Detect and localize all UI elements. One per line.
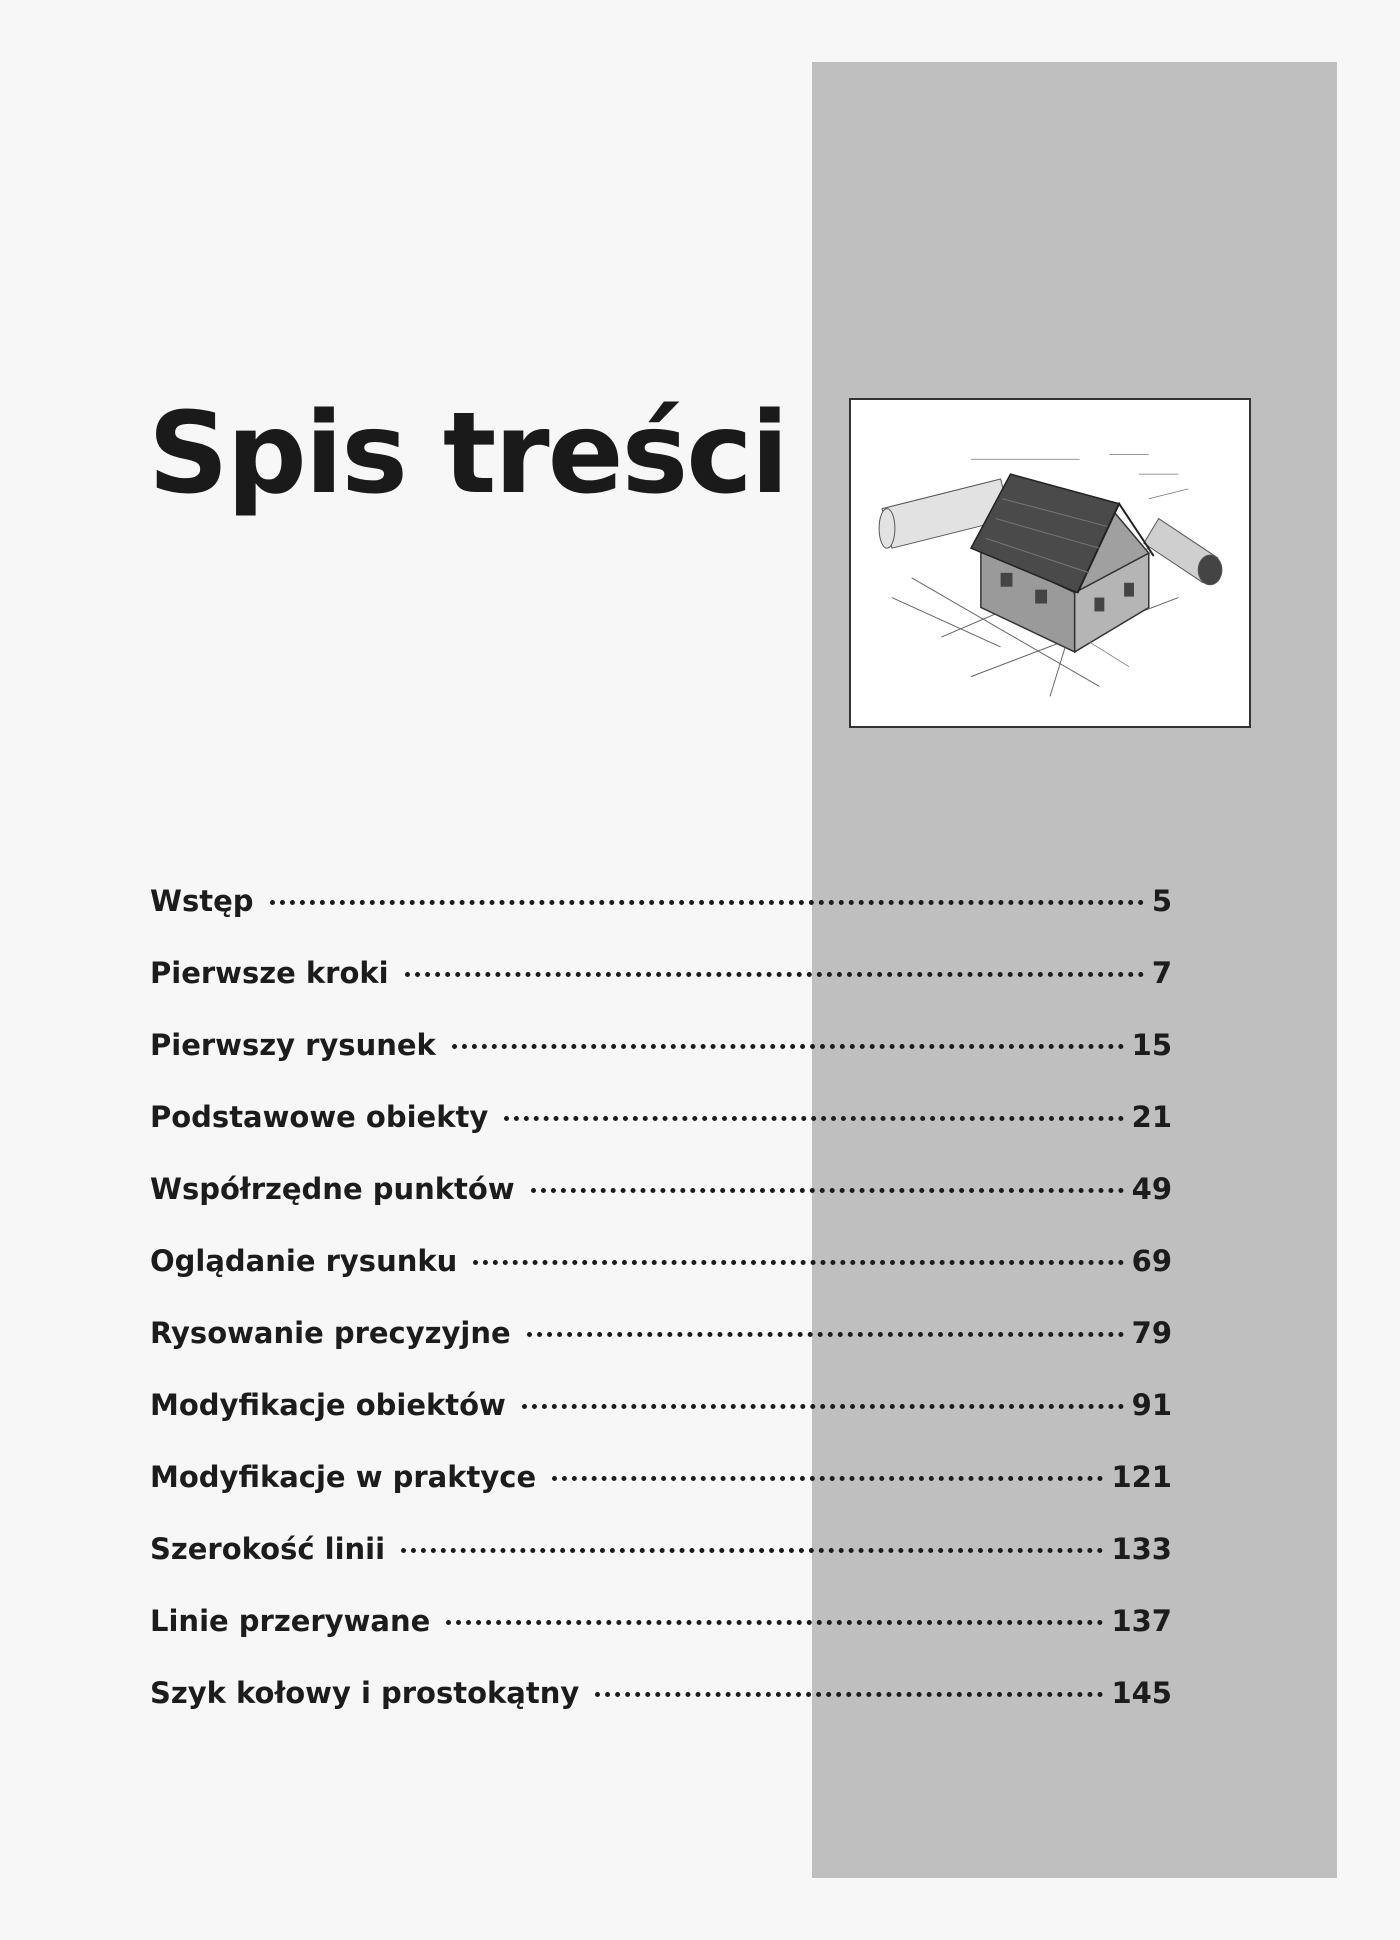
toc-entry[interactable]: [150, 1532, 1172, 1604]
toc-entry[interactable]: [150, 1244, 1172, 1316]
toc-entry[interactable]: [150, 956, 1172, 1028]
toc-entry-label: Rysowanie precyzyjne: [150, 1316, 511, 1350]
toc-entry-label: Modyfikacje obiektów: [150, 1388, 506, 1422]
toc-entry-label: Linie przerywane: [150, 1604, 431, 1638]
toc-entry[interactable]: [150, 1604, 1172, 1676]
toc-entry-label: Szyk kołowy i prostokątny: [150, 1676, 580, 1710]
toc-entry-label: Współrzędne punktów: [150, 1172, 515, 1206]
toc-entry[interactable]: [150, 1676, 1172, 1748]
toc-dot-leader: [552, 1476, 1103, 1481]
toc-dot-leader: [446, 1620, 1103, 1625]
toc-entry[interactable]: [150, 1388, 1172, 1460]
toc-entry[interactable]: [150, 1028, 1172, 1100]
toc-entry-page: 121: [1111, 1460, 1172, 1494]
house-blueprint-illustration-icon: [851, 400, 1249, 726]
toc-entry[interactable]: [150, 1100, 1172, 1172]
toc-entry-label: Szerokość linii: [150, 1532, 386, 1566]
toc-entry-page: 137: [1111, 1604, 1172, 1638]
toc-entry-label: Pierwszy rysunek: [150, 1028, 436, 1062]
toc-dot-leader: [527, 1332, 1124, 1337]
table-of-contents: [150, 884, 1172, 1748]
toc-entry[interactable]: [150, 1460, 1172, 1532]
toc-dot-leader: [452, 1044, 1124, 1049]
toc-entry[interactable]: [150, 884, 1172, 956]
toc-entry-label: Wstęp: [150, 884, 254, 918]
illustration-frame: [849, 398, 1251, 728]
toc-dot-leader: [473, 1260, 1123, 1265]
toc-entry-page: 7: [1151, 956, 1172, 990]
toc-entry-page: 49: [1131, 1172, 1172, 1206]
toc-dot-leader: [522, 1404, 1124, 1409]
toc-entry-label: Pierwsze kroki: [150, 956, 389, 990]
toc-entry[interactable]: [150, 1316, 1172, 1388]
toc-entry-page: 145: [1111, 1676, 1172, 1710]
toc-entry-page: 91: [1131, 1388, 1172, 1422]
toc-entry[interactable]: [150, 1172, 1172, 1244]
toc-dot-leader: [405, 972, 1144, 977]
toc-entry-label: Oglądanie rysunku: [150, 1244, 458, 1278]
toc-entry-label: Podstawowe obiekty: [150, 1100, 489, 1134]
toc-dot-leader: [401, 1548, 1103, 1553]
toc-dot-leader: [531, 1188, 1124, 1193]
toc-dot-leader: [270, 900, 1144, 905]
page-title: Spis treści: [148, 389, 788, 519]
toc-entry-page: 79: [1131, 1316, 1172, 1350]
toc-entry-page: 5: [1151, 884, 1172, 918]
toc-dot-leader: [504, 1116, 1123, 1121]
toc-entry-page: 15: [1131, 1028, 1172, 1062]
toc-dot-leader: [595, 1692, 1103, 1697]
toc-entry-page: 21: [1131, 1100, 1172, 1134]
toc-entry-label: Modyfikacje w praktyce: [150, 1460, 537, 1494]
toc-entry-page: 133: [1111, 1532, 1172, 1566]
toc-entry-page: 69: [1131, 1244, 1172, 1278]
